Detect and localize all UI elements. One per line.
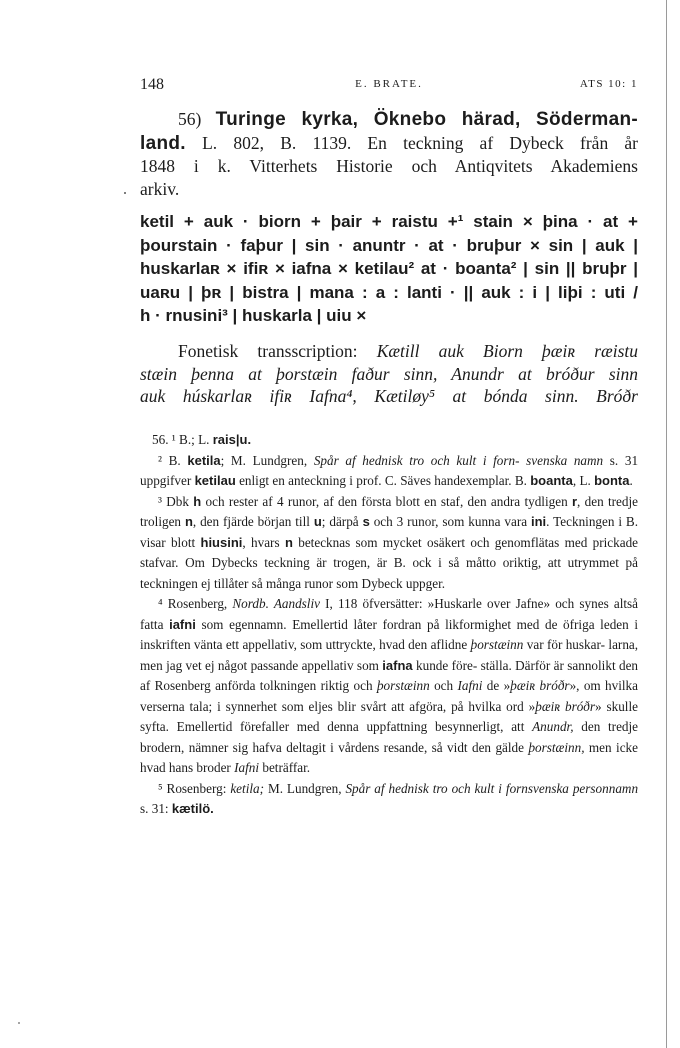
entry-reference: L. 802, B. 1139. En teckning af Dybeck från år <box>202 132 639 153</box>
runic-line-5: h · rnusini³ | huskarla | uiu × <box>140 306 367 325</box>
footnote-1: 56. ¹ B.; L. rais|u. <box>152 432 252 447</box>
running-header <box>140 76 638 96</box>
runic-line-1: ketil + auk · biorn + þair + raistu +¹ stain × þina · at + <box>140 212 638 231</box>
entry-heading <box>140 108 638 200</box>
phonetic-text: Kætill auk Biorn þæiʀ ræistu <box>376 341 638 361</box>
heading-line-4: arkiv. <box>140 178 180 199</box>
heading-line-1 <box>140 108 638 132</box>
runic-line-2: þourstain · faþur | sin · anuntr · at · bruþur × sin | auk | <box>140 235 638 255</box>
runic-line-4: uaʀu | þʀ | bistra | mana : a : lanti · || auk : i | liþi : uti / <box>140 282 638 302</box>
phonetic-transcription <box>140 340 638 408</box>
phonetic-line-3: auk húskarlaʀ ifiʀ Iafna⁴, Kætiløy⁵ at bónda sinn. Bróðr <box>140 386 638 406</box>
phonetic-label: Fonetisk transscription: <box>178 341 358 361</box>
heading-line-2 <box>140 132 638 156</box>
phonetic-line-1 <box>140 340 638 363</box>
author-name: E. BRATE. <box>355 78 423 90</box>
heading-line-3: 1848 i k. Vitterhets Historie och Antiqvitets Akademiens <box>140 156 638 176</box>
footnote-5: ⁵ Rosenberg: ketila; M. Lundgren, Spår af hednisk tro och kult i fornsvenska personnamn s. 31: kætilö. <box>140 780 639 816</box>
print-speck <box>124 192 126 194</box>
phonetic-line-2: stæin þenna at þorstæin faður sinn, Anundr at bróður sinn <box>140 363 638 384</box>
entry-title: Turinge kyrka, Öknebo härad, Söderman- <box>215 109 638 130</box>
page-number: 148 <box>140 76 164 93</box>
runic-line-3: huskarlaʀ × ifiʀ × iafna × ketilau² at · boanta² | sin || bruþr | <box>140 259 638 278</box>
runic-transliteration <box>140 210 638 328</box>
page-edge-line <box>666 0 667 1048</box>
footnote-2: ² B. ketila; M. Lundgren, Spår af hednisk tro och kult i forn- svenska namn s. 31 uppgifver ketilau enligt en anteckning i prof. C. Säves handexemplar. B. boanta, L. bonta. <box>140 452 639 488</box>
entry-number: 56) <box>178 109 202 129</box>
footnote-3: ³ Dbk h och rester af 4 runor, af den första blott en staf, den andra tydligen r, den tredje troligen n, den fjärde början till u; därpå s och 3 runor, som kunna vara ini. Teckningen i B. visar blott hiusini, hvars n betecknas som mycket osäkert och genomflätas med prickade stafvar. Om Dybecks teckning är trogen, är B. ock i så måtto oriktig, att utrymmet på teckningen ej tillåter så många runor som Dybeck uppger. <box>140 493 639 591</box>
series-reference: ATS 10: 1 <box>579 78 638 90</box>
entry-title-cont: land. <box>140 132 186 154</box>
footnote-4: ⁴ Rosenberg, Nordb. Aandsliv I, 118 öfversätter: »Huskarle over Jafne» och synes altså fatta iafni som egennamn. Emellertid låter fordran på likformighet med de öfriga leden i inskriften vänta ett appellativ, som uttryckte, hvad den aflidne þorstæinn var för huskar- larna, men jag vet ej något passande appellativ som iafna kunde före- ställa. Därför är sannolikt den af Rosenberg anförda tolkningen riktig och þorstæinn och Iafni de »þæiʀ bróðr», om hvilka verserna tala; i synnerhet som eljes blir svårt att afgöra, på hvilka ord »þæiʀ bróðr» skulle syfta. Emellertid förefaller med denna uppfattning besynnerligt, att Anundr, den tredje brodern, nämner sig hafva deltagit i vårdens resande, så vidt den gälde þorstæinn, men icke hvad hans broder Iafni beträffar. <box>140 596 639 775</box>
footnotes <box>140 430 638 820</box>
print-speck <box>18 1022 20 1024</box>
